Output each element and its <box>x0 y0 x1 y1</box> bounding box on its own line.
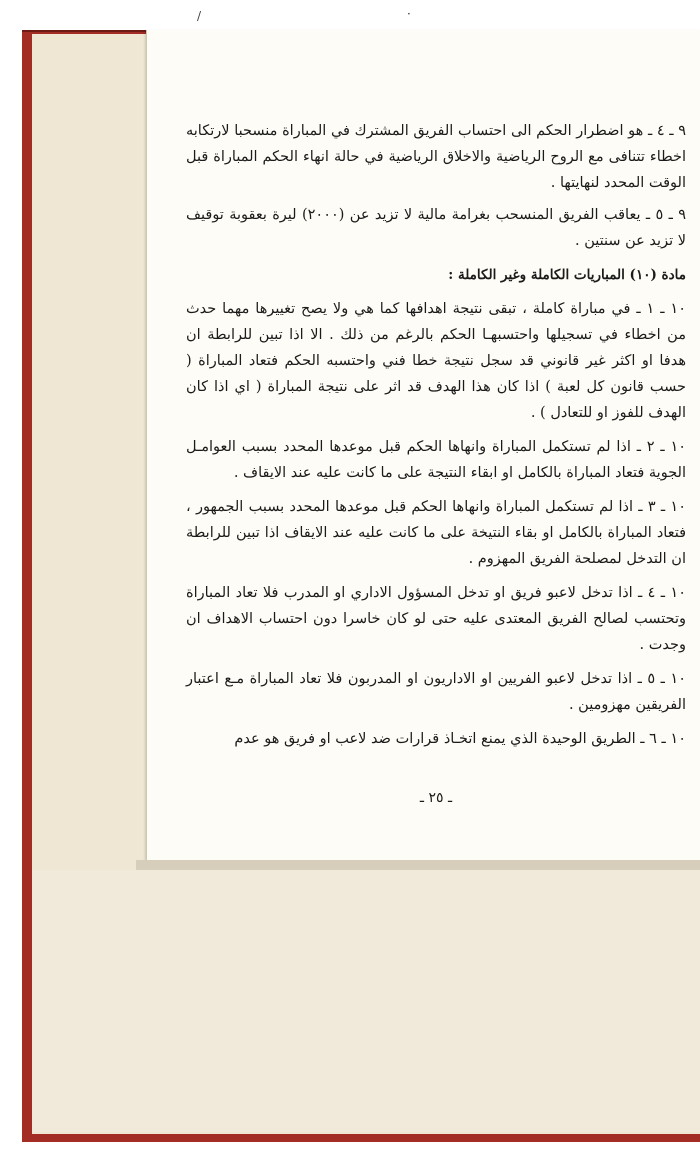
page-shadow <box>136 860 700 870</box>
article-10-1: ١٠ ـ ١ ـ في مباراة كاملة ، تبقى نتيجة اهدافها كما هي ولا يصح تغييرها مهما حدث من اخطاء في تسجيلها واحتسبهـا الحكم بالرغم من ذلك . الا اذا تبين للرابطة ان هدفا او اكثر غير قانوني قد سجل نتيجة خطا فني واحتسبه الحكم فتعاد المباراة ( حسب قانون كل لعبة ) اذا كان هذا الهدف قد اثر على نتيجة المباراة ( اي اذا كان الهدف للفوز او للتعادل ) . <box>186 301 686 421</box>
folded-sheet <box>32 870 700 1132</box>
page-number: ـ ٢٥ ـ <box>419 790 453 806</box>
article-10-2: ١٠ ـ ٢ ـ اذا لم تستكمل المباراة وانهاها الحكم قبل موعدها المحدد بسبب العوامـل الجوية فتعاد المباراة بالكامل او ابقاء النتيجة على ما كانت عليه عند الايقاف . <box>186 439 687 481</box>
page-text <box>186 118 686 838</box>
article-10-6: ١٠ ـ ٦ ـ الطريق الوحيدة الذي يمنع اتخـاذ قرارات ضد لاعب او فريق هو عدم <box>234 731 686 747</box>
article-10-5: ١٠ ـ ٥ ـ اذا تدخل لاعبو الفريين او الاداريون او المدربون فلا تعاد المباراة مـع اعتبار الفريقين مهزومين . <box>186 671 686 713</box>
article-10-4: ١٠ ـ ٤ ـ اذا تدخل لاعبو فريق او تدخل المسؤول الاداري او المدرب فلا تعاد المباراة وتحتسب لصالح الفريق المعتدى عليه حتى لو كان خاسرا دون احتساب الاهداف ان وجدت . <box>186 585 686 653</box>
article-10-heading: مادة (١٠) المباريات الكاملة وغير الكاملة : <box>448 267 686 283</box>
article-9-5: ٩ ـ ٥ ـ يعاقب الفريق المنسحب بغرامة مالية لا تزيد عن (٢٠٠٠) ليرة بعقوبة توقيف لا تزيد عن سنتين . <box>186 207 687 249</box>
article-10-3: ١٠ ـ ٣ ـ اذا لم تستكمل المباراة وانهاها الحكم قبل موعدها المحدد بسبب الجمهور ، فتعاد المباراة بالكامل او بقاء النتيخة على ما كانت عليه عند الايقاف اذا تبين للرابطة ان التدخل لمصلحة الفريق المهزوم . <box>186 499 686 567</box>
top-mark: / <box>197 9 202 23</box>
article-9-4: ٩ ـ ٤ ـ هو اضطرار الحكم الى احتساب الفريق المشترك في المباراة منسحبا لارتكابه اخطاء تتنافى مع الروح الرياضية والاخلاق الرياضية في حالة انهاء الحكم المباراة قبل الوقت المحدد لنهايتها . <box>186 123 686 191</box>
top-dot: · <box>407 7 411 21</box>
